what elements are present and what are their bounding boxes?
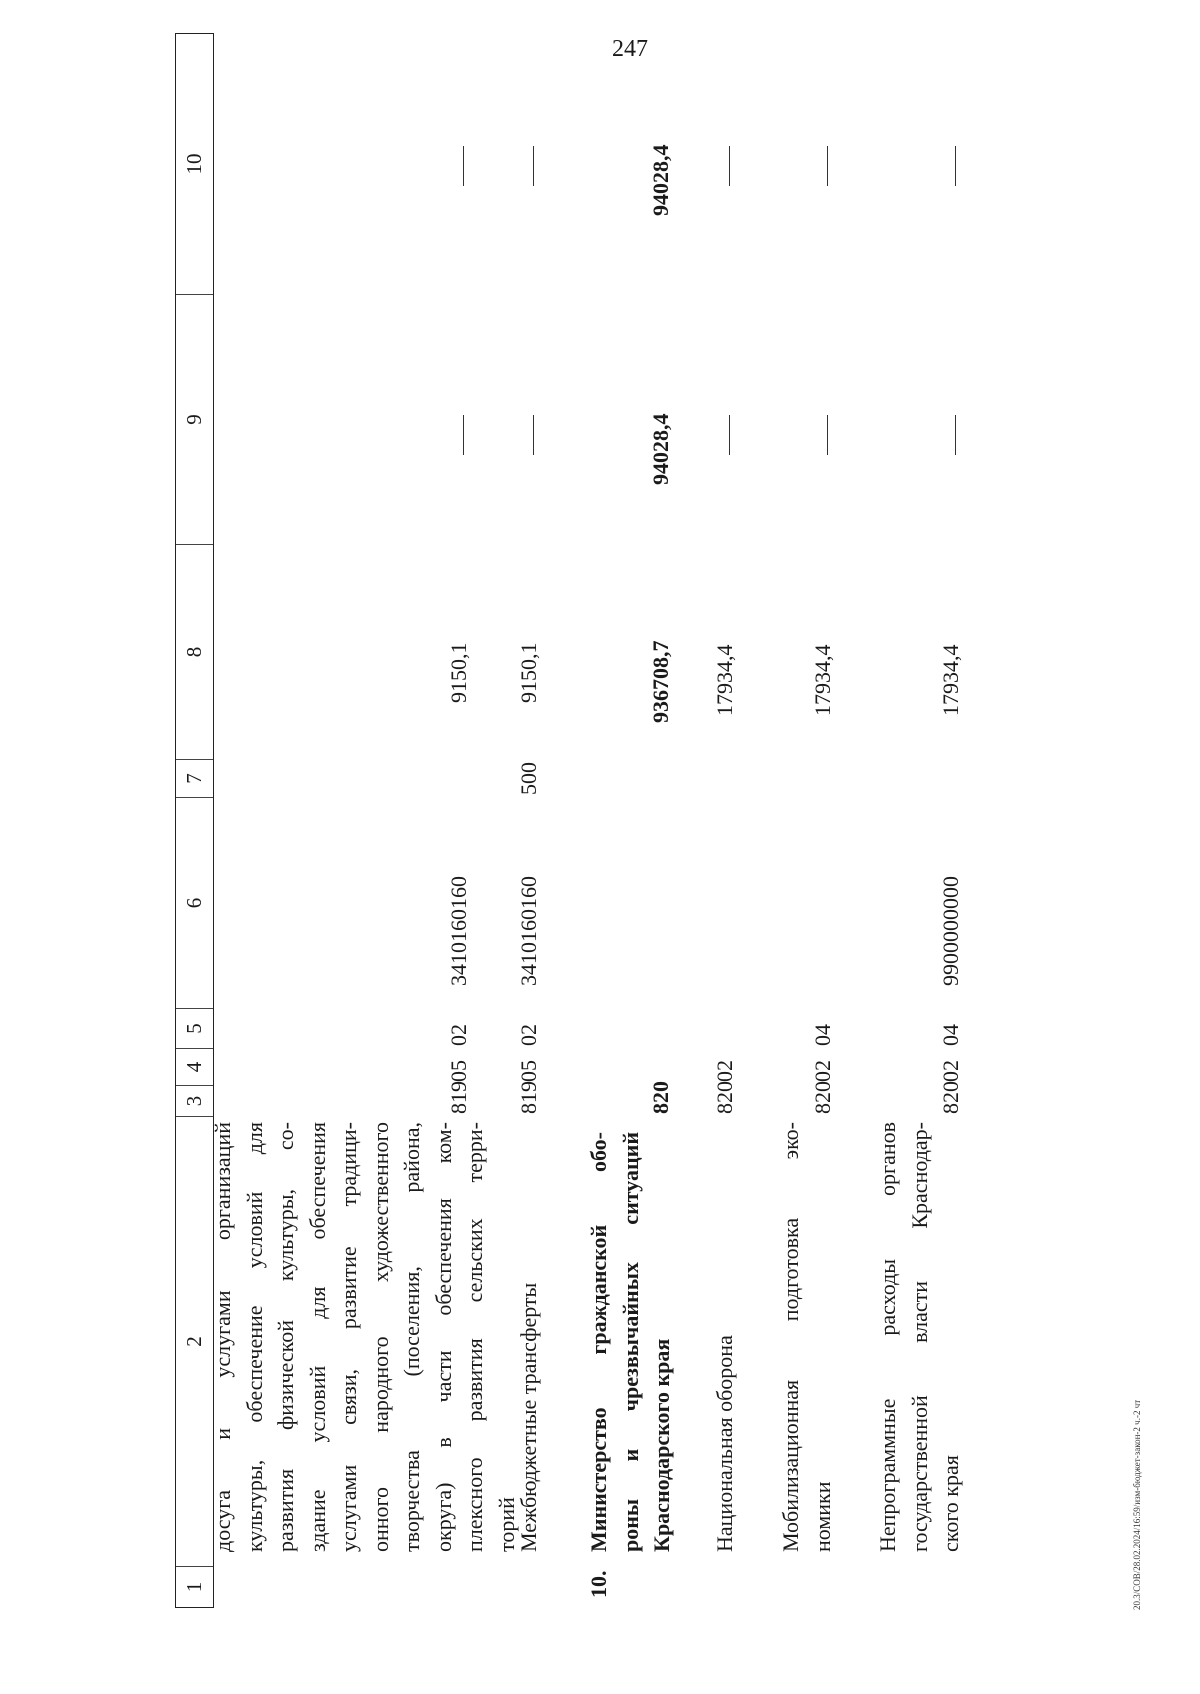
header-col-5: 5 — [176, 1009, 213, 1049]
header-col-10: 10 — [176, 33, 213, 295]
row2-col8: 936708,7 — [648, 640, 673, 723]
row4-col4: 02 — [810, 1060, 835, 1082]
row0-col9-dash — [463, 415, 464, 455]
budget-table — [175, 8, 1055, 1608]
cont-line: творчества (поселения, района, — [399, 1122, 424, 1552]
cont-line: плексного развития сельских терри- — [462, 1122, 487, 1552]
cont-line: досуга и услугами организаций — [210, 1122, 235, 1552]
header-col-4: 4 — [176, 1049, 213, 1086]
row3-col8: 17934,4 — [712, 644, 737, 716]
row5-col3: 820 — [938, 1081, 963, 1114]
row5-col9-dash — [955, 415, 956, 455]
row0-col3: 819 — [446, 1081, 471, 1114]
header-col-2: 2 — [176, 1117, 213, 1567]
row4-name-line: номики — [809, 1481, 835, 1552]
cont-line: онного народного художественного — [367, 1122, 393, 1552]
header-col-8: 8 — [176, 545, 213, 760]
row3-col4: 02 — [712, 1060, 737, 1082]
row4-name — [775, 1122, 838, 1552]
row2-col10: 94028,4 — [648, 144, 673, 216]
row2-name-line: роны и чрезвычайных ситуаций — [617, 1132, 643, 1552]
row5-name-line: ского края — [938, 1455, 963, 1552]
row5-col6: 9900000000 — [938, 876, 963, 986]
row1-col10-dash — [533, 146, 534, 186]
row0-col10-dash — [463, 146, 464, 186]
row5-col10-dash — [955, 146, 956, 186]
row3-col9-dash — [729, 415, 730, 455]
row0-col8: 9150,1 — [446, 642, 471, 703]
row1-col7: 500 — [516, 762, 541, 795]
row1-name: Межбюджетные трансферты — [516, 1282, 541, 1552]
row4-col3: 820 — [810, 1081, 835, 1114]
header-col-3: 3 — [176, 1086, 213, 1117]
row5-col5: 04 — [938, 1024, 963, 1046]
footer-code: 20.3/СОВ/28.02.2024/16:59/изм-бюджет-закон-2 ч.-2 чт — [1132, 1399, 1142, 1610]
cont-line: округа) в части обеспечения ком- — [430, 1122, 456, 1552]
row2-name — [583, 1132, 678, 1552]
row3-col10-dash — [729, 146, 730, 186]
cont-line: услугами связи, развитие традици- — [336, 1122, 361, 1552]
row3-name: Национальная оборона — [712, 1335, 737, 1552]
row0-col5: 02 — [446, 1024, 471, 1046]
row1-col4: 05 — [516, 1060, 541, 1082]
row5-name-line: Непрограммные расходы органов — [875, 1122, 900, 1552]
row5-col8: 17934,4 — [938, 644, 963, 716]
row2-name-line: Краснодарского края — [649, 1338, 674, 1552]
row4-col5: 04 — [810, 1024, 835, 1046]
row4-name-line: Мобилизационная подготовка эко- — [778, 1122, 803, 1552]
row2-col9: 94028,4 — [648, 413, 673, 485]
row5-name-line: государственной власти Краснодар- — [906, 1122, 932, 1552]
row2-number: 10. — [586, 1570, 611, 1598]
page-number: 247 — [612, 36, 648, 62]
row4-col10-dash — [827, 146, 828, 186]
row1-col9-dash — [533, 415, 534, 455]
cont-line: здание условий для обеспечения — [304, 1122, 330, 1552]
cont-line: культуры, обеспечение условий для — [241, 1122, 267, 1552]
row0-col6: 3410160160 — [446, 876, 471, 986]
row1-col6: 3410160160 — [516, 876, 541, 986]
row5-name — [872, 1122, 967, 1552]
header-col-6: 6 — [176, 798, 213, 1009]
row2-col3: 820 — [648, 1081, 673, 1114]
header-col-1: 1 — [176, 1567, 213, 1608]
row4-col8: 17934,4 — [810, 644, 835, 716]
cont-line: развития физической культуры, со- — [273, 1122, 298, 1552]
row4-col9-dash — [827, 415, 828, 455]
row0-col4: 05 — [446, 1060, 471, 1082]
row5-col4: 02 — [938, 1060, 963, 1082]
row1-col5: 02 — [516, 1024, 541, 1046]
header-col-9: 9 — [176, 295, 213, 545]
row2-name-line: Министерство гражданской обо- — [586, 1132, 611, 1552]
cont-line: торий — [493, 1497, 519, 1552]
row1-col3: 819 — [516, 1081, 541, 1114]
header-col-7: 7 — [176, 760, 213, 798]
row1-col8: 9150,1 — [516, 642, 541, 703]
row-continuation-text — [207, 1122, 522, 1552]
row3-col3: 820 — [712, 1081, 737, 1114]
